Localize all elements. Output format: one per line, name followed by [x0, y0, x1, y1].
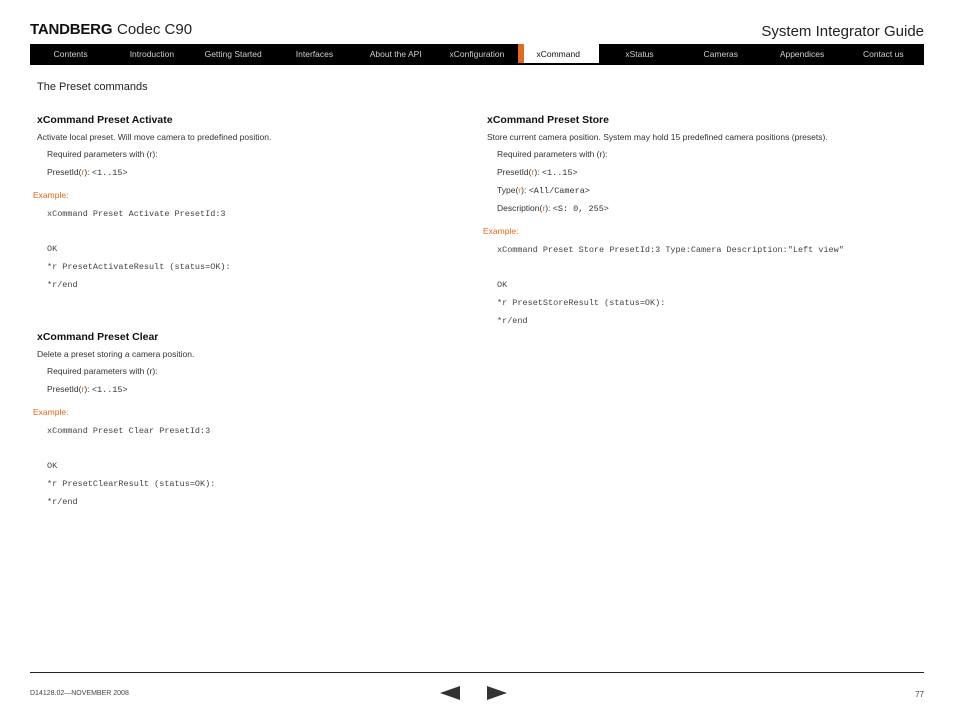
preset-store-param-type: Type(r): <All/Camera>	[497, 185, 590, 196]
code-line: OK	[47, 461, 58, 471]
required-marker: r	[81, 384, 85, 394]
code-line: OK	[47, 244, 58, 254]
param-name: Type	[497, 185, 516, 195]
param-value: <1..15>	[541, 168, 578, 178]
param-value: <S: 0, 255>	[552, 204, 609, 214]
top-nav	[30, 44, 924, 65]
code-line: *r PresetStoreResult (status=OK):	[497, 298, 666, 308]
preset-activate-title: xCommand Preset Activate	[37, 114, 173, 126]
nav-item-getting-started[interactable]: Getting Started	[204, 49, 262, 59]
param-value: <All/Camera>	[528, 186, 590, 196]
code-line: *r PresetClearResult (status=OK):	[47, 479, 216, 489]
nav-item-xstatus[interactable]: xStatus	[625, 49, 654, 59]
preset-activate-param: PresetId(r): <1..15>	[47, 167, 128, 178]
required-marker: r	[542, 203, 546, 213]
preset-store-param-presetid: PresetId(r): <1..15>	[497, 167, 578, 178]
param-name: PresetId	[497, 167, 529, 177]
param-value: <1..15>	[91, 168, 128, 178]
section-title: The Preset commands	[37, 81, 148, 93]
nav-item-cameras[interactable]: Cameras	[703, 49, 738, 59]
required-marker: r	[81, 167, 85, 177]
code-line: xCommand Preset Activate PresetId:3	[47, 209, 226, 219]
preset-clear-param: PresetId(r): <1..15>	[47, 384, 128, 395]
preset-activate-example-label: Example:	[33, 190, 69, 200]
nav-item-xcommand[interactable]: xCommand	[518, 44, 599, 65]
brand-logo: TANDBERG	[30, 21, 113, 38]
guide-title: System Integrator Guide	[761, 23, 924, 40]
nav-item-contact-us[interactable]: Contact us	[862, 49, 904, 59]
code-line: *r/end	[497, 316, 528, 326]
nav-item-interfaces[interactable]: Interfaces	[295, 49, 334, 59]
preset-store-required: Required parameters with (r):	[497, 149, 608, 159]
required-marker: r	[531, 167, 535, 177]
preset-store-title: xCommand Preset Store	[487, 114, 609, 126]
nav-item-appendices[interactable]: Appendices	[779, 49, 825, 59]
preset-store-description: Store current camera position. System may hold 15 predefined camera positions (presets).	[487, 132, 828, 142]
param-name: PresetId	[47, 384, 79, 394]
nav-item-about-the-api[interactable]: About the API	[369, 49, 422, 59]
nav-item-contents[interactable]: Contents	[53, 49, 88, 59]
code-line: xCommand Preset Clear PresetId:3	[47, 426, 211, 436]
next-page-arrow-icon[interactable]	[487, 686, 507, 700]
preset-clear-required: Required parameters with (r):	[47, 366, 158, 376]
required-marker: r	[518, 185, 522, 195]
preset-clear-title: xCommand Preset Clear	[37, 331, 159, 343]
preset-clear-example-label: Example:	[33, 407, 69, 417]
param-name: Description	[497, 203, 540, 213]
document-id: D14128.02—NOVEMBER 2008	[30, 690, 129, 697]
preset-activate-required: Required parameters with (r):	[47, 149, 158, 159]
code-line: OK	[497, 280, 508, 290]
product-name: Codec C90	[117, 21, 193, 38]
previous-page-arrow-icon[interactable]	[440, 686, 460, 700]
code-line: *r/end	[47, 497, 78, 507]
code-line: *r PresetActivateResult (status=OK):	[47, 262, 231, 272]
code-line: *r/end	[47, 280, 78, 290]
page-number: 77	[915, 690, 924, 699]
nav-item-introduction[interactable]: Introduction	[129, 49, 175, 59]
preset-clear-description: Delete a preset storing a camera position.	[37, 349, 195, 359]
code-line: xCommand Preset Store PresetId:3 Type:Camera Description:"Left view"	[497, 245, 844, 255]
preset-store-example-label: Example:	[483, 226, 519, 236]
nav-item-xconfiguration[interactable]: xConfiguration	[449, 49, 505, 59]
param-name: PresetId	[47, 167, 79, 177]
preset-activate-description: Activate local preset. Will move camera to predefined position.	[37, 132, 272, 142]
preset-store-param-description: Description(r): <S: 0, 255>	[497, 203, 609, 214]
param-value: <1..15>	[91, 385, 128, 395]
footer-divider	[30, 672, 924, 673]
